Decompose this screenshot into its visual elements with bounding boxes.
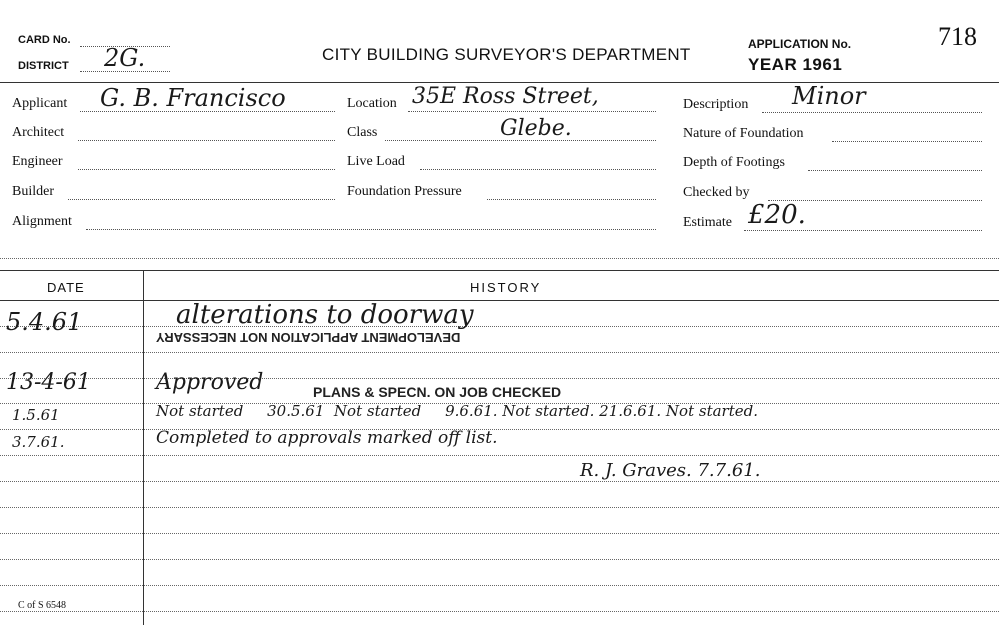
- live-load-line: [420, 169, 656, 170]
- date-column-divider: [143, 270, 144, 625]
- alignment-label: Alignment: [12, 214, 72, 229]
- location-line: [408, 111, 656, 112]
- builder-line: [68, 199, 335, 200]
- district-label: DISTRICT: [18, 60, 69, 72]
- history-entry: Not started 30.5.61 Not started 9.6.61. Not started. 21.6.61. Not started.: [156, 402, 758, 420]
- history-date: 3.7.61.: [12, 433, 65, 451]
- date-header: DATE: [47, 280, 85, 295]
- engineer-label: Engineer: [12, 154, 63, 169]
- nature-of-foundation-line: [832, 141, 982, 142]
- estimate-label: Estimate: [683, 215, 732, 230]
- engineer-line: [78, 169, 335, 170]
- description-label: Description: [683, 97, 749, 112]
- depth-of-footings-label: Depth of Footings: [683, 155, 785, 170]
- history-rule: [0, 352, 999, 353]
- history-header: HISTORY: [470, 280, 542, 295]
- history-header-rule: [0, 300, 999, 301]
- applicant-label: Applicant: [12, 96, 68, 111]
- history-rule: [0, 429, 999, 430]
- history-entry: Approved: [156, 370, 264, 395]
- history-rule: [0, 585, 999, 586]
- history-rule: [0, 533, 999, 534]
- history-rule: [0, 481, 999, 482]
- location-value: 35E Ross Street,: [412, 84, 599, 109]
- history-rule: [0, 326, 999, 327]
- application-label: APPLICATION No.: [748, 37, 852, 51]
- checked-by-label: Checked by: [683, 185, 750, 200]
- application-number: 718: [938, 22, 977, 51]
- history-rule: [0, 507, 999, 508]
- class-value: Glebe.: [500, 116, 572, 141]
- foundation-pressure-line: [487, 199, 656, 200]
- card-no-label: CARD No.: [18, 34, 71, 46]
- history-rule: [0, 611, 999, 612]
- architect-label: Architect: [12, 125, 65, 140]
- history-date: 13-4-61: [6, 370, 91, 395]
- estimate-value: £20.: [748, 200, 806, 230]
- form-number: C of S 6548: [18, 600, 67, 611]
- year-label: YEAR 1961: [748, 55, 843, 74]
- description-line: [762, 112, 982, 113]
- foundation-pressure-label: Foundation Pressure: [347, 184, 462, 199]
- signature: R. J. Graves. 7.7.61.: [580, 460, 761, 481]
- history-rule: [0, 559, 999, 560]
- plans-checked-stamp: PLANS & SPECN. ON JOB CHECKED: [313, 384, 562, 400]
- live-load-label: Live Load: [347, 154, 405, 169]
- history-entry: Completed to approvals marked off list.: [156, 428, 498, 448]
- development-stamp: DEVELOPMENT APPLICATION NOT NECESSARY: [156, 330, 461, 345]
- architect-line: [78, 140, 335, 141]
- depth-of-footings-line: [808, 170, 982, 171]
- fields-divider: [0, 258, 999, 259]
- alignment-line: [86, 229, 656, 230]
- history-top-rule: [0, 270, 999, 271]
- applicant-value: G. B. Francisco: [100, 84, 286, 112]
- history-rule: [0, 378, 999, 379]
- department-title: CITY BUILDING SURVEYOR'S DEPARTMENT: [322, 45, 691, 64]
- estimate-line: [744, 230, 982, 231]
- location-label: Location: [347, 96, 397, 111]
- nature-of-foundation-label: Nature of Foundation: [683, 126, 804, 141]
- district-value: 2G.: [104, 44, 146, 72]
- description-value: Minor: [792, 82, 866, 110]
- history-rule: [0, 455, 999, 456]
- history-date: 1.5.61: [12, 406, 60, 424]
- history-date: 5.4.61: [6, 308, 83, 336]
- builder-label: Builder: [12, 184, 54, 199]
- history-entry: alterations to doorway: [176, 300, 474, 330]
- class-label: Class: [347, 125, 378, 140]
